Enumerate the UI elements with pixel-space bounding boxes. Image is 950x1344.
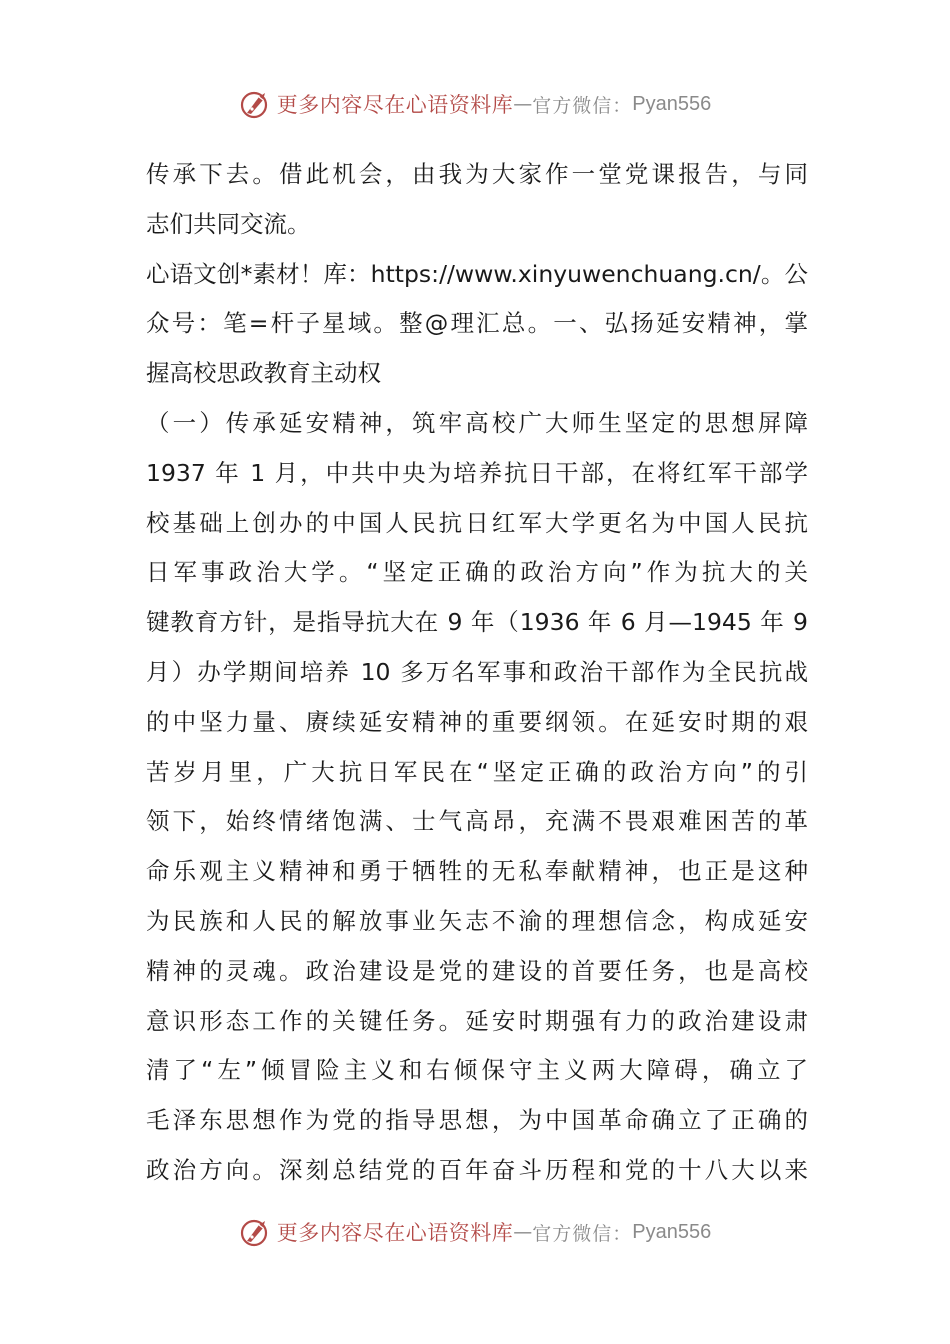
body-line: 众号：笔=杆子星域。整@理汇总。一、弘扬延安精神，掌 [146,309,808,338]
body-line: 心语文创*素材！库：https://www.xinyuwenchuang.cn/。公 [146,259,808,288]
body-line: 传承下去。借此机会，由我为大家作一堂党课报告，与同 [146,160,808,188]
body-line: 政治方向。深刻总结党的百年奋斗历程和党的十八大以来 [146,1155,808,1184]
section-heading: （一）传承延安精神，筑牢高校广大师生坚定的思想屏障 [146,408,808,437]
body-line: 日军事政治大学。“坚定正确的政治方向”作为抗大的关 [146,558,808,587]
body-line: 意识形态工作的关键任务。延安时期强有力的政治建设肃 [146,1006,808,1035]
body-line: 清了“左”倾冒险主义和右倾保守主义两大障碍，确立了 [146,1056,808,1085]
banner-site-text: 更多内容尽在心语资料库 [276,1221,514,1245]
banner-wechat-id: Pyan556 [632,92,712,115]
document-body [146,150,808,1196]
pen-nib-logo-icon [239,1215,273,1249]
body-line: 精神的灵魂。政治建设是党的建设的首要任务，也是高校 [146,956,808,985]
banner-wechat-label: 官方微信： [532,94,633,117]
banner-wechat-id: Pyan556 [632,1220,712,1243]
banner-dash: — [513,93,533,115]
body-line: 毛泽东思想作为党的指导思想，为中国革命确立了正确的 [146,1106,808,1135]
body-line: 命乐观主义精神和勇于牺牲的无私奉献精神，也正是这种 [146,857,808,886]
body-line: 志们共同交流。 [146,209,311,238]
body-line: 的中坚力量、赓续延安精神的重要纲领。在延安时期的艰 [146,707,808,736]
body-line: 握高校思政教育主动权 [146,359,381,388]
pen-nib-logo-icon [239,87,273,121]
body-line: 为民族和人民的解放事业矢志不渝的理想信念，构成延安 [146,906,808,935]
body-line: 键教育方针，是指导抗大在 9 年（1936 年 6 月—1945 年 9 [146,608,808,637]
body-line: 1937 年 1 月，中共中央为培养抗日干部，在将红军干部学 [146,458,808,487]
body-line: 苦岁月里，广大抗日军民在“坚定正确的政治方向”的引 [146,757,808,786]
body-line: 月）办学期间培养 10 多万名军事和政治干部作为全民抗战 [146,657,808,686]
header-banner [0,82,950,126]
body-line: 校基础上创办的中国人民抗日红军大学更名为中国人民抗 [146,508,808,537]
banner-wechat-label: 官方微信： [532,1222,633,1245]
footer-banner [0,1210,950,1254]
body-line: 领下，始终情绪饱满、士气高昂，充满不畏艰难困苦的革 [146,807,808,836]
banner-site-text: 更多内容尽在心语资料库 [276,93,514,117]
banner-dash: — [513,1221,533,1243]
